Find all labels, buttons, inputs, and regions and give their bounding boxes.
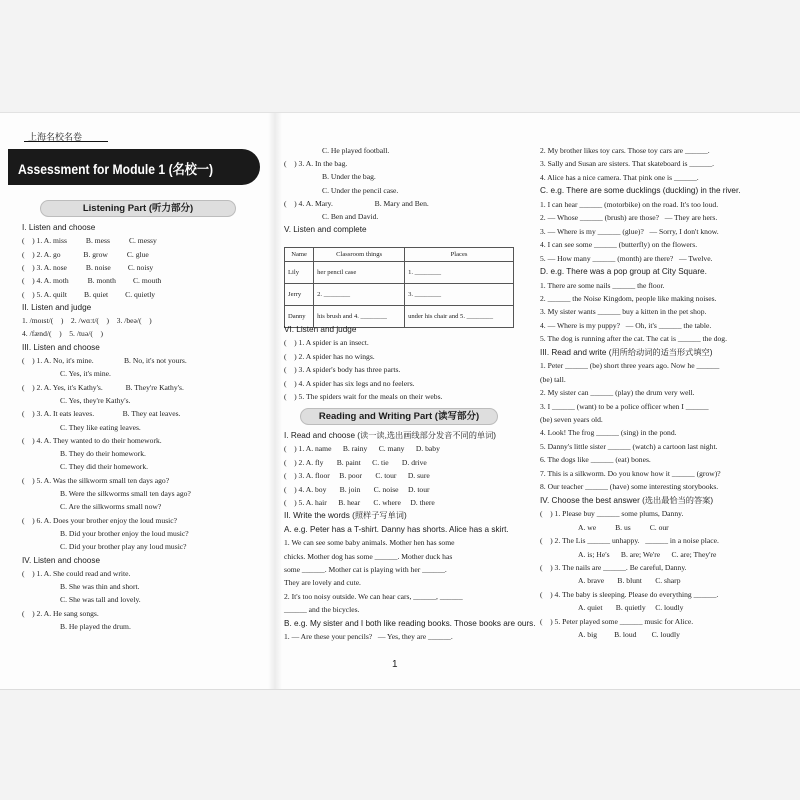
- question-line: ______ and the bicycles.: [284, 605, 360, 615]
- question-line: 1. I can hear ______ (motorbike) on the road. It's too loud.: [540, 199, 719, 209]
- question-line: I. Read and choose (读一读,选出画线部分发音不同的单词): [284, 431, 497, 440]
- question-line: ( ) 4. A. Mary. B. Mary and Ben.: [284, 198, 429, 208]
- question-line: B. Under the bag.: [322, 172, 376, 182]
- table-cell: 3. ________: [405, 284, 514, 306]
- question-line: 2. It's too noisy outside. We can hear cars, ______, ______: [284, 591, 463, 601]
- question-line: ( ) 2. A. Yes, it's Kathy's. B. They're Kathy's.: [22, 382, 184, 392]
- question-line: B. e.g. My sister and I both like reading books. Those books are ours.: [284, 618, 536, 628]
- question-line: 2. My sister can ______ (play) the drum very well.: [540, 388, 695, 398]
- question-line: C. They did their homework.: [60, 462, 149, 472]
- question-line: ( ) 4. A. moth B. month C. mouth: [22, 276, 162, 286]
- table-cell: 2. ________: [314, 284, 405, 306]
- question-line: C. e.g. There are some ducklings (duckling) in the river.: [540, 186, 741, 196]
- question-line: A. brave B. blunt C. sharp: [578, 576, 681, 586]
- question-line: ( ) 4. A. They wanted to do their homework.: [22, 435, 162, 445]
- table-cell: Danny: [285, 306, 314, 328]
- question-line: ( ) 2. A. go B. grow C. glue: [22, 249, 149, 259]
- question-line: ( ) 4. A. boy B. join C. noise D. tour: [284, 484, 430, 494]
- question-line: chicks. Mother dog has some ______. Mother duck has: [284, 551, 453, 561]
- question-line: B. She was thin and short.: [60, 582, 140, 592]
- question-line: They are lovely and cute.: [284, 578, 361, 588]
- table-cell: Jerry: [285, 284, 314, 306]
- question-line: some ______. Mother cat is playing with her ______.: [284, 565, 447, 574]
- table-header-cell: Classroom things: [314, 248, 405, 262]
- table-cell: Lily: [285, 262, 314, 284]
- question-line: ( ) 1. Please buy ______ some plums, Danny.: [540, 509, 684, 519]
- question-line: V. Listen and complete: [284, 225, 367, 235]
- question-line: ( ) 6. A. Does your brother enjoy the loud music?: [22, 515, 178, 525]
- question-line: (be) seven years old.: [540, 415, 603, 424]
- question-line: III. Read and write (用所给动词的适当形式填空): [540, 347, 713, 357]
- question-line: B. Were the silkworms small ten days ago?: [60, 489, 191, 498]
- table-cell: under his chair and 5. ________: [405, 306, 514, 328]
- question-line: ( ) 1. A. name B. rainy C. many D. baby: [284, 444, 440, 454]
- question-line: 3. I ______ (want) to be a police officer when I ______: [540, 401, 709, 411]
- listen-complete-table: [284, 247, 514, 328]
- page-gutter: [268, 113, 282, 690]
- question-line: II. Listen and judge: [22, 302, 92, 312]
- question-line: 2. — Whose ______ (brush) are those? — They are hers.: [540, 213, 718, 223]
- question-line: C. Yes, they're Kathy's.: [60, 395, 131, 405]
- question-line: 4. /fænd/( ) 5. /tuə/( ): [22, 329, 103, 339]
- question-line: ( ) 2. A. He sang songs.: [22, 608, 99, 618]
- question-line: ( ) 5. A. quilt B. quiet C. quietly: [22, 289, 156, 299]
- question-line: C. Yes, it's mine.: [60, 369, 111, 379]
- question-line: 1. We can see some baby animals. Mother hen has some: [284, 538, 455, 548]
- question-line: C. Are the silkworms small now?: [60, 502, 162, 512]
- question-line: 1. /moɪst/( ) 2. /wɑːt/( ) 3. /beə/( ): [22, 316, 152, 326]
- question-line: ( ) 5. Peter played some ______ music for Alice.: [540, 616, 694, 626]
- question-line: 5. Danny's little sister ______ (watch) a cartoon last night.: [540, 441, 718, 451]
- question-line: A. we B. us C. our: [578, 522, 669, 532]
- question-line: 7. This is a silkworm. Do you know how it ______ (grow)?: [540, 468, 721, 478]
- question-line: ( ) 5. A. Was the silkworm small ten days ago?: [22, 475, 170, 485]
- question-line: III. Listen and choose: [22, 342, 100, 352]
- question-line: 8. Our teacher ______ (have) some interesting storybooks.: [540, 482, 719, 492]
- question-line: C. Ben and David.: [322, 212, 379, 221]
- question-line: ( ) 1. A. She could read and write.: [22, 568, 131, 578]
- question-line: IV. Listen and choose: [22, 555, 100, 565]
- table-header-cell: Name: [285, 248, 314, 262]
- question-line: ( ) 3. A spider's body has three parts.: [284, 365, 401, 375]
- question-line: ( ) 4. The baby is sleeping. Please do everything ______.: [540, 589, 719, 599]
- question-line: A. big B. loud C. loudly: [578, 630, 680, 640]
- table-header-row: [285, 248, 514, 262]
- question-line: ( ) 1. A spider is an insect.: [284, 338, 369, 348]
- question-line: 3. — Where is my ______ (glue)? — Sorry, I don't know.: [540, 226, 719, 236]
- question-line: ( ) 2. The Lis ______ unhappy. ______ in a noise place.: [540, 536, 719, 546]
- question-line: 1. There are some nails ______ the floor.: [540, 280, 665, 290]
- question-line: C. Did your brother play any loud music?: [60, 542, 187, 552]
- question-line: 5. — How many ______ (month) are there? — Twelve.: [540, 253, 713, 263]
- question-line: ( ) 4. A spider has six legs and no feelers.: [284, 378, 415, 388]
- question-line: 4. — Where is my puppy? — Oh, it's ______ the table.: [540, 320, 712, 330]
- page-number: 1: [392, 659, 398, 670]
- question-line: 3. Sally and Susan are sisters. That skateboard is ______.: [540, 159, 715, 169]
- question-line: 4. Alice has a nice camera. That pink one is ______.: [540, 172, 699, 182]
- question-line: C. Under the pencil case.: [322, 185, 399, 195]
- question-line: ( ) 3. A. floor B. poor C. tour D. sure: [284, 471, 430, 481]
- question-line: ( ) 2. A. fly B. paint C. tie D. drive: [284, 457, 427, 467]
- question-line: ( ) 5. A. hair B. hear C. where D. there: [284, 498, 435, 507]
- table-row: [285, 262, 514, 284]
- listening-part-heading: Listening Part (听力部分): [40, 200, 236, 217]
- question-line: C. She was tall and lovely.: [60, 595, 141, 605]
- question-line: A. is; He's B. are; We're C. are; They're: [578, 549, 717, 559]
- question-line: ( ) 3. A. In the bag.: [284, 159, 348, 169]
- question-line: ( ) 3. The nails are ______. Be careful, Danny.: [540, 562, 687, 572]
- question-line: ( ) 5. The spiders wait for the meals on their webs.: [284, 392, 443, 401]
- series-label: [24, 127, 108, 142]
- question-line: B. They do their homework.: [60, 449, 146, 459]
- question-line: 6. The dogs like ______ (eat) bones.: [540, 455, 651, 465]
- series-text: 上海名校名卷: [28, 132, 83, 142]
- question-line: I. Listen and choose: [22, 223, 96, 232]
- question-line: 4. Look! The frog ______ (sing) in the pond.: [540, 428, 677, 438]
- table-cell: her pencil case: [314, 262, 405, 284]
- table-row: [285, 284, 514, 306]
- question-line: 2. ______ the Noise Kingdom, people like making noises.: [540, 293, 717, 303]
- table-cell: 1. ________: [405, 262, 514, 284]
- question-line: 4. I can see some ______ (butterfly) on the flowers.: [540, 240, 698, 250]
- question-line: C. They like eating leaves.: [60, 422, 141, 432]
- question-line: ( ) 1. A. miss B. mess C. messy: [22, 236, 157, 246]
- question-line: B. He played the drum.: [60, 622, 131, 631]
- question-line: II. Write the words (照样子写单词): [284, 511, 407, 521]
- worksheet-page: [0, 112, 800, 690]
- title-banner: [8, 149, 260, 185]
- table-body: [285, 262, 514, 328]
- reading-part-heading: Reading and Writing Part (读写部分): [300, 408, 498, 425]
- question-line: 3. My sister wants ______ buy a kitten in the pet shop.: [540, 307, 707, 317]
- page-title: Assessment for Module 1 (名校一): [18, 162, 214, 177]
- question-line: B. Did your brother enjoy the loud music?: [60, 528, 189, 538]
- question-line: D. e.g. There was a pop group at City Square.: [540, 267, 707, 277]
- table-cell: his brush and 4. ________: [314, 306, 405, 328]
- question-line: 1. Peter ______ (be) short three years ago. Now he ______: [540, 361, 720, 371]
- question-line: ( ) 2. A spider has no wings.: [284, 351, 375, 361]
- question-line: 1. — Are these your pencils? — Yes, they are ______.: [284, 632, 453, 641]
- question-line: IV. Choose the best answer (选出最恰当的答案): [540, 495, 714, 505]
- question-line: ( ) 1. A. No, it's mine. B. No, it's not yours.: [22, 356, 187, 365]
- table-header-cell: Places: [405, 248, 514, 262]
- question-line: VI. Listen and judge: [284, 325, 357, 334]
- question-line: 5. The dog is running after the cat. The cat is ______ the dog.: [540, 334, 727, 344]
- question-line: A. e.g. Peter has a T-shirt. Danny has shorts. Alice has a skirt.: [284, 524, 509, 534]
- question-line: C. He played football.: [322, 146, 390, 155]
- question-line: ( ) 3. A. nose B. noise C. noisy: [22, 262, 154, 272]
- question-line: ( ) 3. A. It eats leaves. B. They eat leaves.: [22, 409, 181, 419]
- question-line: (be) tall.: [540, 374, 566, 384]
- question-line: A. quiet B. quietly C. loudly: [578, 603, 684, 613]
- question-line: 2. My brother likes toy cars. Those toy cars are ______.: [540, 146, 710, 155]
